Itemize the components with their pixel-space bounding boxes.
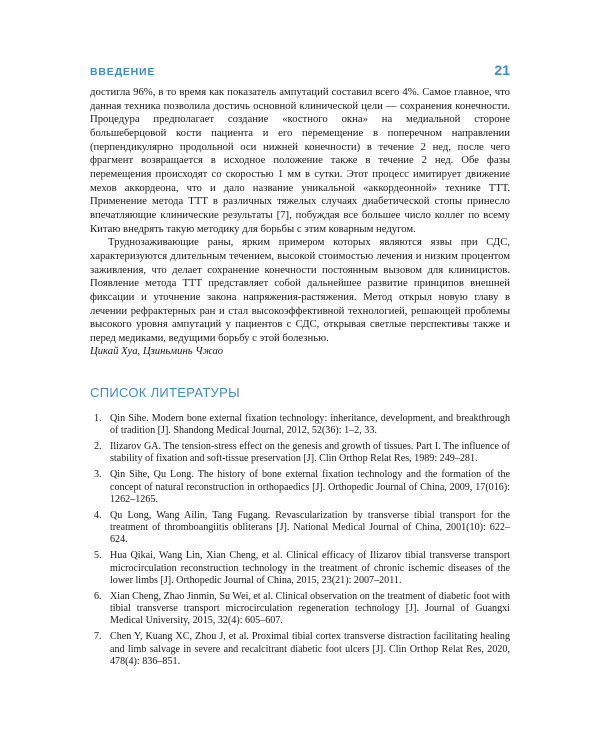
- reference-text: Qu Long, Wang Ailin, Tang Fugang. Revascularization by transverse tibial transport for the treatment of thromboangiitis obliterans [J]. National Medical Journal of China, 2001(10): 622–624.: [110, 509, 510, 546]
- section-name: ВВЕДЕНИЕ: [90, 66, 156, 78]
- paragraph-continuation: достигла 96%, в то время как показатель ампутаций составил всего 4%. Самое главное, что данная техника позволила достичь основной клинической цели — сохранения конечности. Процедура предполагает создание «костного окна» на медиальной стороне большеберцовой кости пациента и его перемещение в поперечном направлении (перпендикулярно продольной оси нижней конечности) в течение 2 нед, после чего фрагмент возвращается в исходное положение также в течение 2 нед. Обе фазы перемещения происходят со скоростью 1 мм в сутки. Этот процесс имитирует движение мехов аккордеона, что и дало название уникальной «аккордеонной» технике ТТТ. Применение метода ТТТ в различных тяжелых случаях диабетической стопы принесло впечатляющие клинические результаты [7], побуждая все большее число коллег по всему Китаю внедрять такую методику для борьбы с этим коварным недугом.: [90, 86, 510, 235]
- references-heading: СПИСОК ЛИТЕРАТУРЫ: [90, 385, 240, 400]
- page-number: 21: [494, 62, 510, 78]
- reference-item: [90, 550, 510, 587]
- reference-item: [90, 469, 510, 506]
- reference-item: [90, 631, 510, 668]
- reference-number: 4.: [94, 509, 102, 521]
- reference-text: Hua Qikai, Wang Lin, Xian Cheng, et al. Clinical efficacy of Ilizarov tibial transverse transport microcirculation reconstruction technology in the treatment of chronic ischemic diseases of the lower limbs [J]. Orthopedic Journal of China, 2015, 23(21): 2007–2011.: [110, 550, 510, 586]
- references-list: [90, 413, 510, 672]
- reference-number: 5.: [94, 550, 102, 562]
- reference-item: [90, 441, 510, 466]
- reference-text: Qin Sihe, Qu Long. The history of bone external fixation technology and the formation of the concept of natural reconstruction in orthopaedics [J]. Orthopedic Journal of China, 2009, 17(016): 1262–1265.: [110, 469, 510, 505]
- body-text: [90, 86, 510, 359]
- reference-number: 7.: [94, 631, 102, 643]
- paragraph: Труднозаживающие раны, ярким примером которых являются язвы при СДС, характеризуются длительным течением, высокой стоимостью лечения и низким процентом заживления, что делает сохранение конечности постоянным вызовом для клиницистов. Появление метода ТТТ представляет собой дальнейшее развитие принципов внешней фиксации и уточнение закона напряжения-растяжения. Метод открыл новую главу в лечении рефрактерных ран и стал высокоэффективной технологией, решающей проблемы высокого уровня ампутаций у пациентов с СДС, открывая светлые перспективы также и перед медиками, ведущими борьбу с этой болезнью.: [90, 236, 510, 344]
- reference-text: Ilizarov GA. The tension-stress effect on the genesis and growth of tissues. Part I. The influence of stability of fixation and soft-tissue preservation [J]. Clin Orthop Relat Res, 1989: 249–281.: [110, 441, 510, 465]
- reference-number: 6.: [94, 590, 102, 602]
- reference-number: 1.: [94, 413, 102, 424]
- reference-item: [90, 510, 510, 547]
- running-header: [90, 62, 510, 80]
- reference-item: [90, 413, 510, 438]
- reference-text: Chen Y, Kuang XC, Zhou J, et al. Proximal tibial cortex transverse distraction facilitating healing and limb salvage in severe and recalcitrant diabetic foot ulcers [J]. Clin Orthop Relat Res, 2020, 478(4): 836–851.: [110, 631, 510, 667]
- reference-text: Xian Cheng, Zhao Jinmin, Su Wei, et al. Clinical observation on the treatment of diabetic foot with tibial transverse transport microcirculation regeneration technology [J]. Journal of Guangxi Medical University, 2015, 32(4): 605–607.: [110, 590, 510, 627]
- reference-text: Qin Sihe. Modern bone external fixation technology: inheritance, development, and breakthrough of tradition [J]. Shandong Medical Journal, 2012, 52(36): 1–2, 33.: [110, 413, 510, 437]
- author-signature: Цикай Хуа, Цзиньминь Чжао: [90, 345, 224, 358]
- reference-item: [90, 591, 510, 628]
- reference-number: 2.: [94, 441, 102, 453]
- reference-number: 3.: [94, 469, 102, 481]
